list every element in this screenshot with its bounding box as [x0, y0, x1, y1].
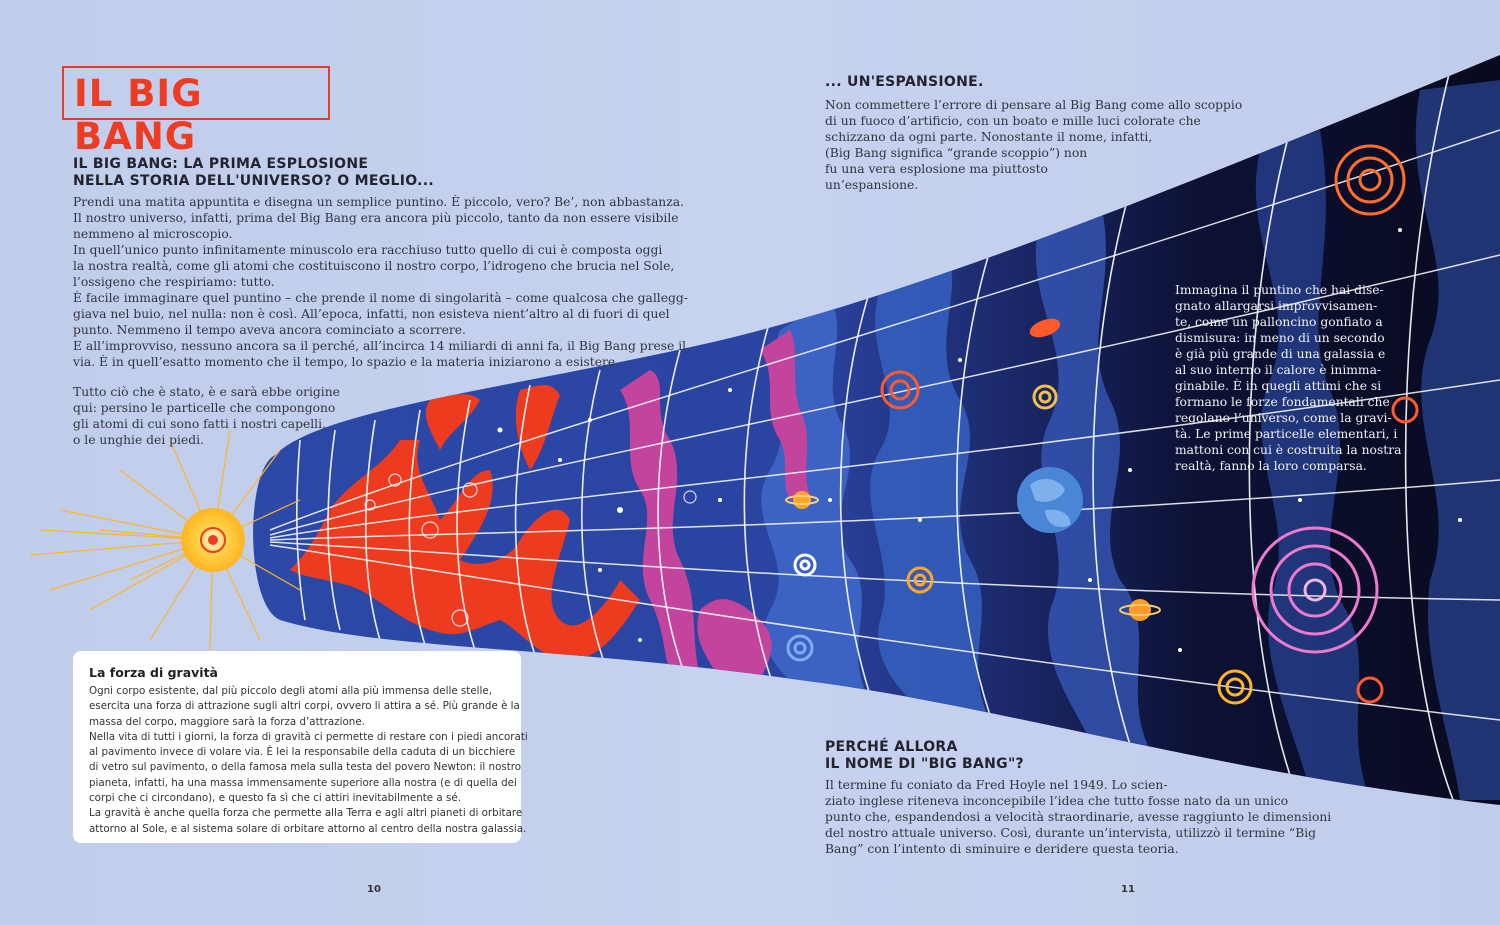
- section1-heading: [73, 156, 434, 190]
- text-line: corpi che ci circondano), e questo fa sì che ci attiri inevitabilmente a sé.: [89, 792, 461, 805]
- section2-body: [825, 97, 1242, 193]
- heading-line: PERCHÉ ALLORA: [825, 739, 958, 755]
- text-line: Prendi una matita appuntita e disegna un semplice puntino. È piccolo, vero? Be’, non abbastanza.: [73, 195, 684, 209]
- sidebox-body: [89, 684, 528, 837]
- text-line: di vetro sul pavimento, o della famosa mela sulla testa del povero Newton: il nostro: [89, 761, 522, 774]
- text-line: (Big Bang significa “grande scoppio”) non: [825, 146, 1088, 160]
- text-line: via. È in quell’esatto momento che il tempo, lo spazio e la materia iniziarono a esistere.: [73, 355, 620, 369]
- text-line: punto. Nemmeno il tempo aveva ancora cominciato a scorrere.: [73, 323, 466, 337]
- page-title: IL BIG BANG: [74, 72, 203, 158]
- text-line: La gravità è anche quella forza che permette alla Terra e agli altri pianeti di orbitare: [89, 807, 523, 820]
- text-line: qui: persino le particelle che compongono: [73, 401, 336, 415]
- text-line: È facile immaginare quel puntino – che prende il nome di singolarità – come qualcosa che gallegg-: [73, 291, 688, 305]
- section2-heading: ... UN'ESPANSIONE.: [825, 74, 984, 90]
- text-line: ginabile. È in quegli attimi che si: [1175, 379, 1382, 393]
- text-line: dismisura: in meno di un secondo: [1175, 331, 1385, 345]
- text-line: Bang” con l’intento di sminuire e deridere questa teoria.: [825, 842, 1179, 856]
- sidebox-title: La forza di gravità: [89, 665, 218, 680]
- text-line: al pavimento invece di volare via. È lei la responsabile della caduta di un bicchiere: [89, 746, 516, 759]
- text-line: Tutto ciò che è stato, è e sarà ebbe origine: [73, 385, 340, 399]
- text-line: del nostro attuale universo. Così, durante un’intervista, utilizzò il termine “Big: [825, 826, 1317, 840]
- saturn-planet: [793, 491, 811, 509]
- text-line: regolano l’universo, come la gravi-: [1175, 411, 1392, 425]
- text-line: Il nostro universo, infatti, prima del Big Bang era ancora più piccolo, tanto da non essere visibile: [73, 211, 679, 225]
- text-line: giava nel buio, nel nulla: non è così. All’epoca, infatti, non esisteva nient’altro al di fuori di quel: [73, 307, 670, 321]
- text-line: formano le forze fondamentali che: [1175, 395, 1390, 409]
- text-line: massa del corpo, maggiore sarà la forza d’attrazione.: [89, 715, 365, 728]
- text-line: te, come un palloncino gonfiato a: [1175, 315, 1383, 329]
- text-line: esercita una forza di attrazione sugli altri corpi, ovvero li attira a sé. Più grande è la: [89, 700, 520, 713]
- text-line: è già più grande di una galassia e: [1175, 347, 1386, 361]
- text-line: In quell’unico punto infinitamente minuscolo era racchiuso tutto quello di cui è composta oggi: [73, 243, 663, 257]
- text-line: Non commettere l’errore di pensare al Big Bang come allo scoppio: [825, 98, 1243, 112]
- text-line: schizzano da ogni parte. Nonostante il nome, infatti,: [825, 130, 1153, 144]
- section4-heading: [825, 739, 1024, 773]
- text-line: l’ossigeno che respiriamo: tutto.: [73, 275, 275, 289]
- text-line: un’espansione.: [825, 178, 919, 192]
- text-line: fu una vera esplosione ma piuttosto: [825, 162, 1048, 176]
- heading-line: NELLA STORIA DELL'UNIVERSO? O MEGLIO...: [73, 173, 434, 189]
- text-line: al suo interno il calore è inimma-: [1175, 363, 1382, 377]
- text-line: Nella vita di tutti i giorni, la forza di gravità ci permette di restare con i piedi ancorati: [89, 730, 528, 743]
- text-line: gli atomi di cui sono fatti i nostri capelli,: [73, 417, 326, 431]
- text-line: pianeta, infatti, ha una massa immensamente superiore alla nostra (e di quella dei: [89, 776, 517, 789]
- text-line: Immagina il puntino che hai dise-: [1175, 283, 1384, 297]
- text-line: Ogni corpo esistente, dal più piccolo degli atomi alla più immensa delle stelle,: [89, 685, 492, 697]
- page-number-right: 11: [1121, 884, 1135, 895]
- text-line: attorno al Sole, e al sistema solare di orbitare attorno al centro della nostra galassia.: [89, 822, 527, 835]
- section1-body: [73, 194, 688, 370]
- section4-body: [825, 777, 1331, 857]
- gravity-sidebox: [73, 651, 528, 843]
- heading-line: IL BIG BANG: LA PRIMA ESPLOSIONE: [73, 156, 369, 172]
- text-line: la nostra realtà, come gli atomi che costituiscono il nostro corpo, l’idrogeno che brucia nel Sole,: [73, 259, 675, 273]
- text-line: ziato inglese riteneva inconcepibile l’idea che tutto fosse nato da un unico: [825, 794, 1289, 808]
- text-line: realtà, fanno la loro comparsa.: [1175, 459, 1367, 473]
- page-number-left: 10: [367, 884, 381, 895]
- text-line: gnato allargarsi improvvisamen-: [1175, 299, 1378, 313]
- section1-body-2: [73, 384, 340, 448]
- section3-body: [1175, 282, 1401, 474]
- text-line: Il termine fu coniato da Fred Hoyle nel 1949. Lo scien-: [825, 778, 1168, 792]
- text-line: nemmeno al microscopio.: [73, 227, 233, 241]
- heading-line: IL NOME DI "BIG BANG"?: [825, 756, 1024, 772]
- text-line: mattoni con cui è costruita la nostra: [1175, 443, 1402, 457]
- text-line: E all’improvviso, nessuno ancora sa il perché, all’incirca 14 miliardi di anni fa, il Big Bang prese il: [73, 339, 687, 353]
- text-line: o le unghie dei piedi.: [73, 433, 204, 447]
- page-title-box: [62, 66, 330, 158]
- text-line: di un fuoco d’artificio, con un boato e mille luci colorate che: [825, 114, 1201, 128]
- text-line: punto che, espandendosi a velocità straordinarie, avesse raggiunto le dimensioni: [825, 810, 1332, 824]
- text-line: tà. Le prime particelle elementari, i: [1175, 427, 1398, 441]
